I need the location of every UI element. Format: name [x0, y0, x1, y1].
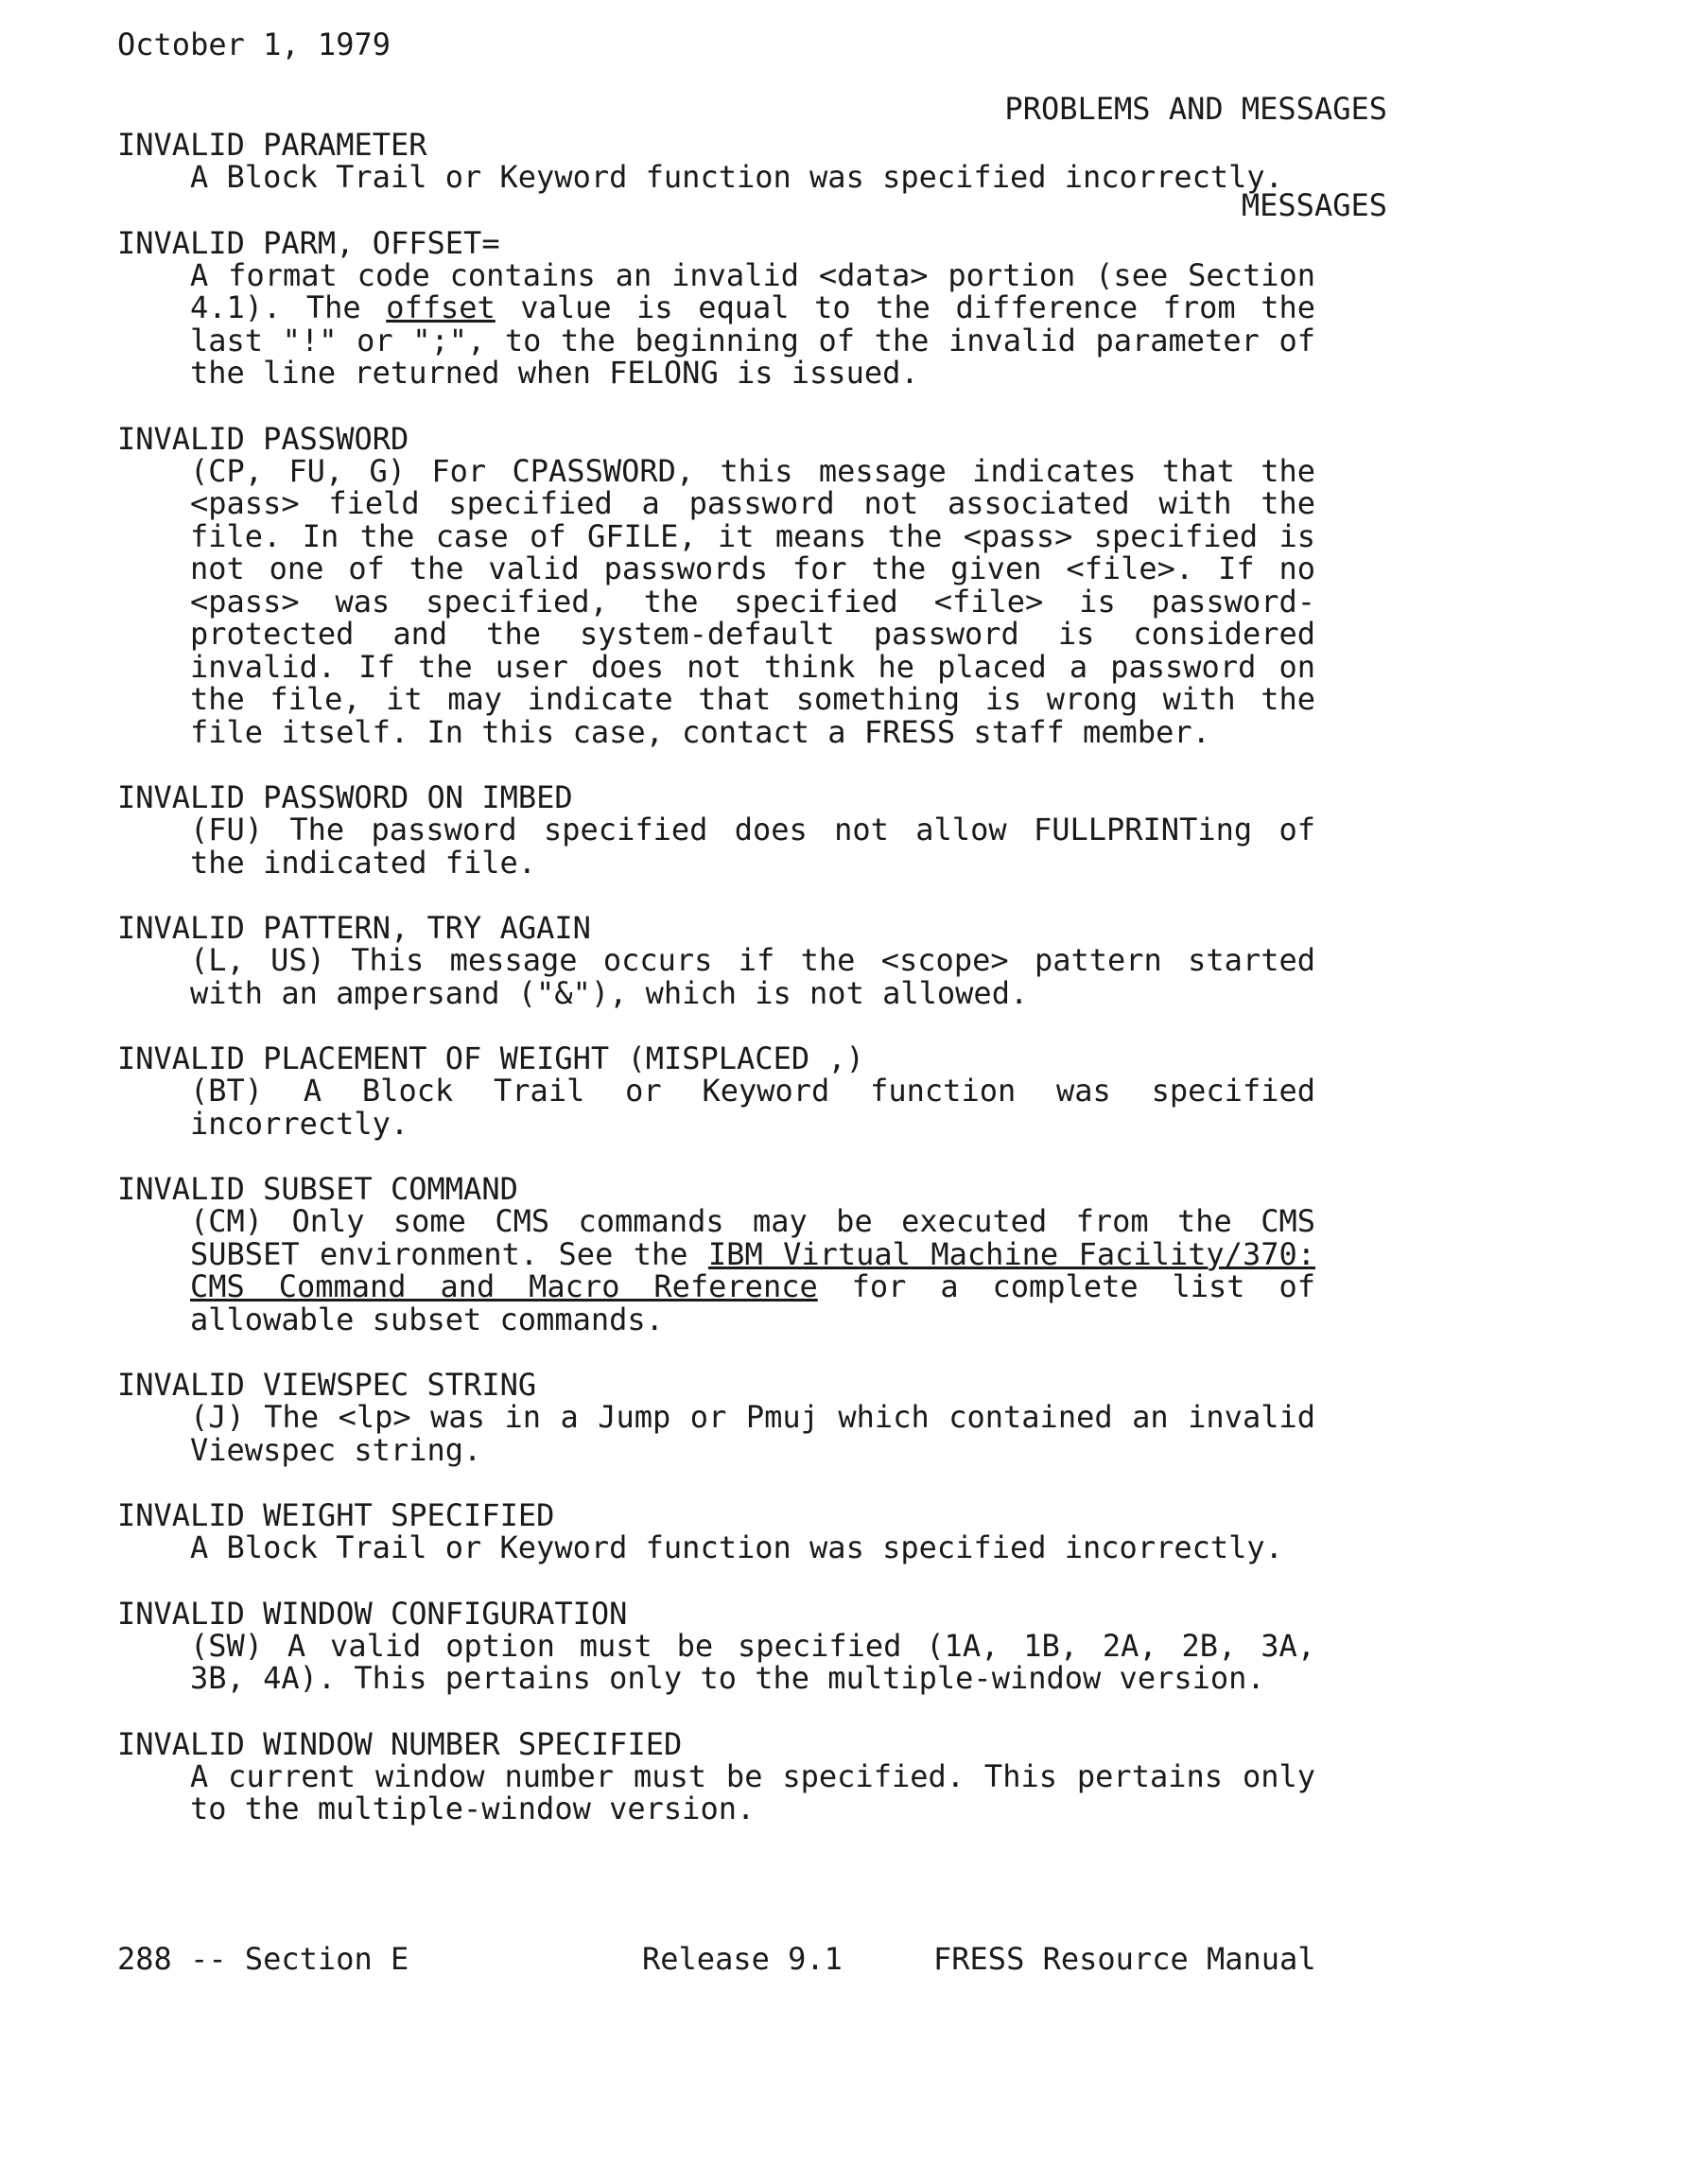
message-title: INVALID SUBSET COMMAND [117, 1171, 518, 1207]
footer-page-section: 288 -- Section E [117, 1941, 409, 1977]
description-text: A format code contains an invalid <data> portion (see Section 4.1). The [190, 256, 1315, 325]
message-description [190, 1531, 1315, 1564]
message-entry [117, 1725, 1365, 1826]
description-text: (BT) A Block Trail or Keyword function was specified incorrectly. [190, 1073, 1315, 1142]
message-entry [117, 129, 1365, 194]
message-description [190, 452, 1315, 750]
footer-manual: FRESS Resource Manual [933, 1941, 1316, 1977]
description-text: (L, US) This message occurs if the <scope> pattern started with an ampersand ("&"), which is not allowed. [190, 942, 1315, 1011]
message-entry [117, 420, 1365, 750]
page-footer [117, 1943, 1318, 2104]
message-title: INVALID PATTERN, TRY AGAIN [117, 910, 591, 946]
description-text: (J) The <lp> was in a Jump or Pmuj which contained an invalid Viewspec string. [190, 1399, 1315, 1468]
message-description [190, 1401, 1315, 1466]
description-text: (FU) The password specified does not allow FULLPRINTing of the indicated file. [190, 812, 1315, 881]
header-section-title: PROBLEMS AND MESSAGES [1004, 91, 1387, 127]
description-text: (SW) A valid option must be specified (1A, 1B, 2A, 2B, 3A, 3B, 4A). This pertains only to the multiple-window version. [190, 1627, 1315, 1696]
message-entry [117, 1369, 1365, 1466]
description-text: (CP, FU, G) For CPASSWORD, this message indicates that the <pass> field specified a password not associated with the file. In the case of GFILE, it means the <pass> specified is not one of the valid passwords for the given <file>. If no <pass> was specified, the specified <file> is password-protected and the system-default password is considered invalid. If the user does not think he placed a password on the file, it may indicate that something is wrong with the file itself. In this case, contact a FRESS staff member. [190, 452, 1315, 750]
description-text: A Block Trail or Keyword function was specified incorrectly. [190, 1529, 1283, 1565]
message-title: INVALID VIEWSPEC STRING [117, 1367, 537, 1403]
message-title: INVALID WEIGHT SPECIFIED [117, 1497, 555, 1533]
message-list [117, 129, 1365, 1859]
description-text: (CM) Only some CMS commands may be executed from the CMS SUBSET environment. See the [190, 1203, 1315, 1272]
message-title: INVALID PASSWORD [117, 420, 409, 457]
message-entry [117, 912, 1365, 1009]
message-entry [117, 1595, 1365, 1696]
message-description [190, 813, 1315, 879]
description-text: A Block Trail or Keyword function was specified incorrectly. [190, 159, 1283, 195]
description-text: for a complete list of allowable subset commands. [190, 1268, 1316, 1337]
footer-release: Release 9.1 [642, 1941, 843, 1977]
description-text: A current window number must be specified. This pertains only to the multiple-window version. [190, 1757, 1315, 1826]
message-title: INVALID WINDOW NUMBER SPECIFIED [117, 1725, 683, 1762]
message-entry [117, 1042, 1365, 1140]
message-description [190, 161, 1315, 194]
message-description [190, 1757, 1315, 1826]
message-title: INVALID PASSWORD ON IMBED [117, 779, 573, 815]
underlined-text: IBM Virtual Machine Facility/370: CMS Command and Macro Reference [190, 1235, 1316, 1304]
message-description [190, 1075, 1315, 1140]
header-subsection-title: MESSAGES [1241, 187, 1387, 223]
message-entry [117, 781, 1365, 879]
message-description [190, 944, 1315, 1009]
message-description [190, 256, 1316, 391]
message-description [190, 1627, 1315, 1696]
message-title: INVALID WINDOW CONFIGURATION [117, 1595, 628, 1632]
message-title: INVALID PLACEMENT OF WEIGHT (MISPLACED ,) [117, 1040, 864, 1076]
message-title: INVALID PARAMETER [117, 127, 427, 163]
message-title: INVALID PARM, OFFSET= [117, 224, 500, 261]
message-entry [117, 1499, 1365, 1564]
header-date: October 1, 1979 [117, 26, 391, 62]
message-entry [117, 224, 1365, 391]
message-description [190, 1205, 1315, 1336]
underlined-text: offset [386, 289, 496, 325]
description-text: value is equal to the difference from the last "!" or ";", to the beginning of the invalid parameter of the line returned when FELONG is issued. [190, 289, 1316, 391]
message-entry [117, 1173, 1365, 1336]
